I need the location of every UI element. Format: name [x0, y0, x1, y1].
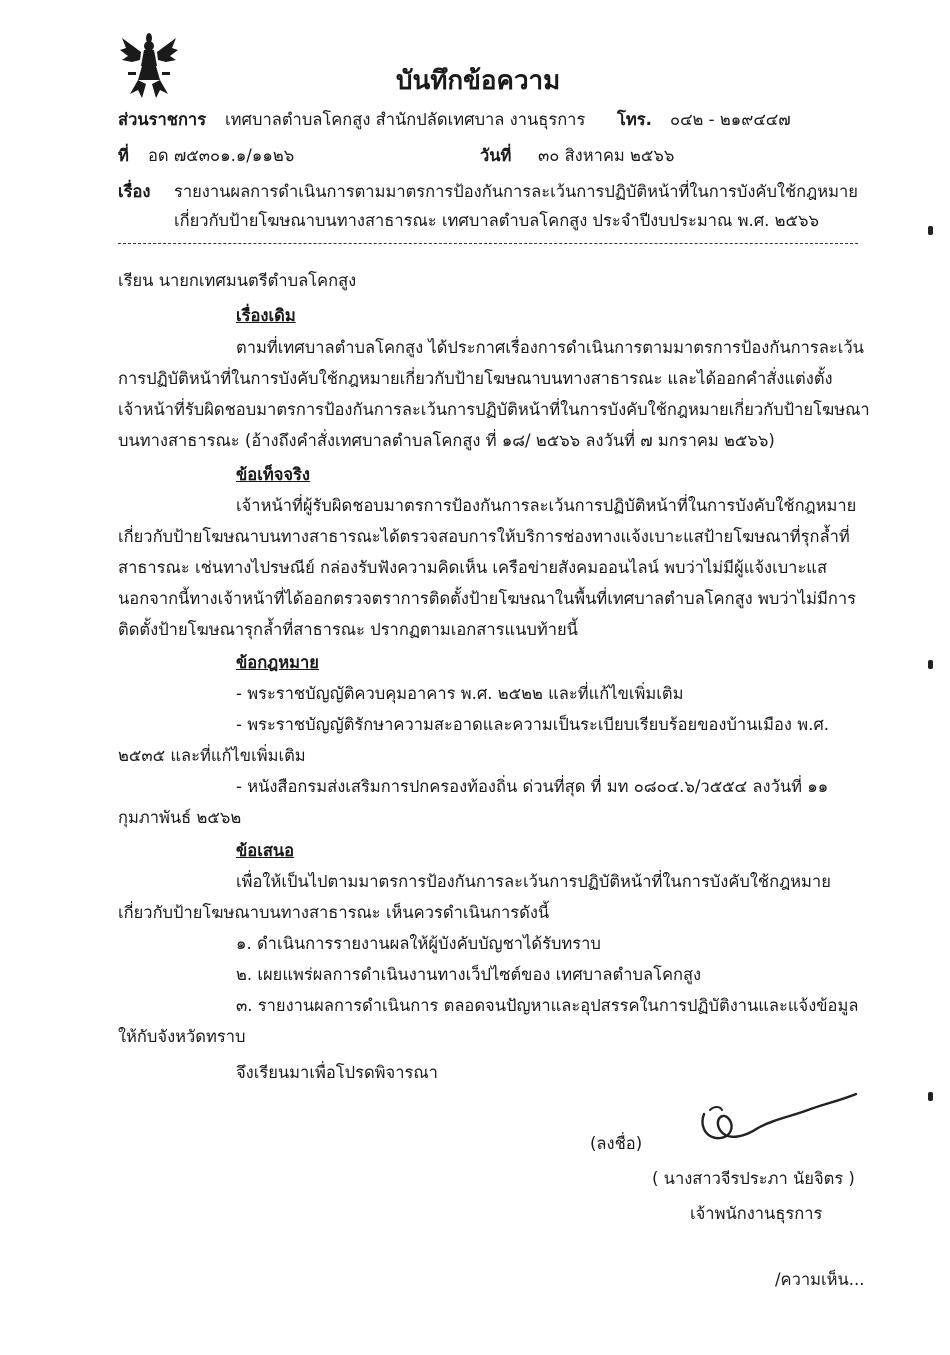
ref-label: ที่ [118, 146, 129, 165]
agency-label: ส่วนราชการ [118, 110, 207, 129]
document-title: บันทึกข้อความ [396, 66, 561, 96]
paragraph-line: การปฏิบัติหน้าที่ในการบังคับใช้กฎหมายเกี่ยวกับป้ายโฆษณาบนทางสาธารณะ และได้ออกคำสั่งแต่งตั้ง [118, 369, 833, 388]
scan-mark [928, 226, 933, 235]
agency-value: เทศบาลตำบลโคกสูง สำนักปลัดเทศบาล งานธุรการ [225, 110, 586, 129]
paragraph-line: เพื่อให้เป็นไปตามมาตรการป้องกันการละเว้นการปฏิบัติหน้าที่ในการบังคับใช้กฎหมาย [236, 872, 831, 891]
list-item: - พระราชบัญญัติรักษาความสะอาดและความเป็นระเบียบเรียบร้อยของบ้านเมือง พ.ศ. [236, 715, 830, 734]
list-item: ๑. ดำเนินการรายงานผลให้ผู้บังคับบัญชาได้รับทราบ [236, 934, 601, 953]
list-item: ๒. เผยแพร่ผลการดำเนินงานทางเว็ปไซต์ของ เทศบาลตำบลโคกสูง [236, 965, 702, 984]
signer-name: ( นางสาวจีรประภา นัยจิตร ) [652, 1169, 855, 1188]
list-item: ๓. รายงานผลการดำเนินการ ตลอดจนปัญหาและอุปสรรคในการปฏิบัติงานและแจ้งข้อมูล [236, 996, 859, 1015]
phone-value: ๐๔๒ - ๒๑๙๔๔๗ [670, 110, 791, 129]
paragraph-line: เกี่ยวกับป้ายโฆษณาบนทางสาธารณะ เห็นควรดำเนินการดังนี้ [118, 903, 550, 922]
paragraph-line: สาธารณะ เช่นทางไปรษณีย์ กล่องรับฟังความคิดเห็น เครือข่ายสังคมออนไลน์ พบว่าไม่มีผู้แจ้งเบาะแส [118, 558, 828, 577]
sign-label: (ลงชื่อ) [590, 1134, 643, 1153]
list-item: - พระราชบัญญัติควบคุมอาคาร พ.ศ. ๒๕๒๒ และที่แก้ไขเพิ่มเติม [236, 684, 684, 703]
paragraph-line: บนทางสาธารณะ (อ้างถึงคำสั่งเทศบาลตำบลโคกสูง ที่ ๑๘/ ๒๕๖๖ ลงวันที่ ๗ มกราคม ๒๕๖๖) [118, 431, 775, 450]
closing-line: จึงเรียนมาเพื่อโปรดพิจารณา [236, 1063, 438, 1082]
date-value: ๓๐ สิงหาคม ๒๕๖๖ [538, 146, 675, 165]
paragraph-line: ติดตั้งป้ายโฆษณารุกล้ำที่สาธารณะ ปรากฏตามเอกสารแนบท้ายนี้ [118, 620, 578, 639]
scan-mark [928, 1092, 933, 1101]
date-label: วันที่ [480, 146, 512, 165]
continuation-text: /ความเห็น... [775, 1270, 865, 1289]
subject-line: รายงานผลการดำเนินการตามมาตรการป้องกันการละเว้นการปฏิบัติหน้าที่ในการบังคับใช้กฎหมาย [174, 182, 858, 201]
phone-label: โทร. [617, 110, 652, 129]
salutation: เรียน นายกเทศมนตรีตำบลโคกสูง [118, 271, 357, 290]
paragraph-line: ตามที่เทศบาลตำบลโคกสูง ได้ประกาศเรื่องการดำเนินการตามมาตรการป้องกันการละเว้น [236, 338, 864, 357]
subject-line: เกี่ยวกับป้ายโฆษณาบนทางสาธารณะ เทศบาลตำบลโคกสูง ประจำปีงบประมาณ พ.ศ. ๒๕๖๖ [174, 211, 819, 230]
background-heading: เรื่องเดิม [236, 306, 296, 325]
subject-label: เรื่อง [118, 182, 151, 201]
list-item: - หนังสือกรมส่งเสริมการปกครองท้องถิ่น ด่วนที่สุด ที่ มท ๐๘๐๔.๖/ว๕๕๔ ลงวันที่ ๑๑ [236, 777, 829, 796]
paragraph-line: นอกจากนี้ทางเจ้าหน้าที่ได้ออกตรวจตราการติดตั้งป้ายโฆษณาในพื้นที่เทศบาลตำบลโคกสูง พบว่าไม่มีการ [118, 589, 856, 608]
paragraph-line: ให้กับจังหวัดทราบ [118, 1027, 246, 1046]
law-heading: ข้อกฎหมาย [236, 653, 319, 672]
signer-position: เจ้าพนักงานธุรการ [690, 1204, 823, 1223]
list-item: กุมภาพันธ์ ๒๕๖๒ [118, 808, 242, 827]
facts-heading: ข้อเท็จจริง [236, 465, 310, 484]
scan-mark [928, 660, 933, 669]
header-divider [118, 243, 858, 244]
paragraph-line: เกี่ยวกับป้ายโฆษณาบนทางสาธารณะได้ตรวจสอบการให้บริการช่องทางแจ้งเบาะแสป้ายโฆษณาที่รุกล้ำที่ [118, 527, 850, 546]
ref-value: อด ๗๕๓๐๑.๑/๑๑๒๖ [148, 146, 295, 165]
signature-scribble-icon [680, 1080, 870, 1165]
paragraph-line: เจ้าหน้าที่รับผิดชอบมาตรการป้องกันการละเว้นการปฏิบัติหน้าที่ในการบังคับใช้กฎหมายเกี่ยวกับป้ายโฆษณา [118, 400, 870, 419]
paragraph-line: เจ้าหน้าที่ผู้รับผิดชอบมาตรการป้องกันการละเว้นการปฏิบัติหน้าที่ในการบังคับใช้กฎหมาย [236, 496, 857, 515]
garuda-emblem-icon [118, 32, 180, 100]
list-item: ๒๕๓๕ และที่แก้ไขเพิ่มเติม [118, 746, 306, 765]
proposal-heading: ข้อเสนอ [236, 841, 295, 860]
